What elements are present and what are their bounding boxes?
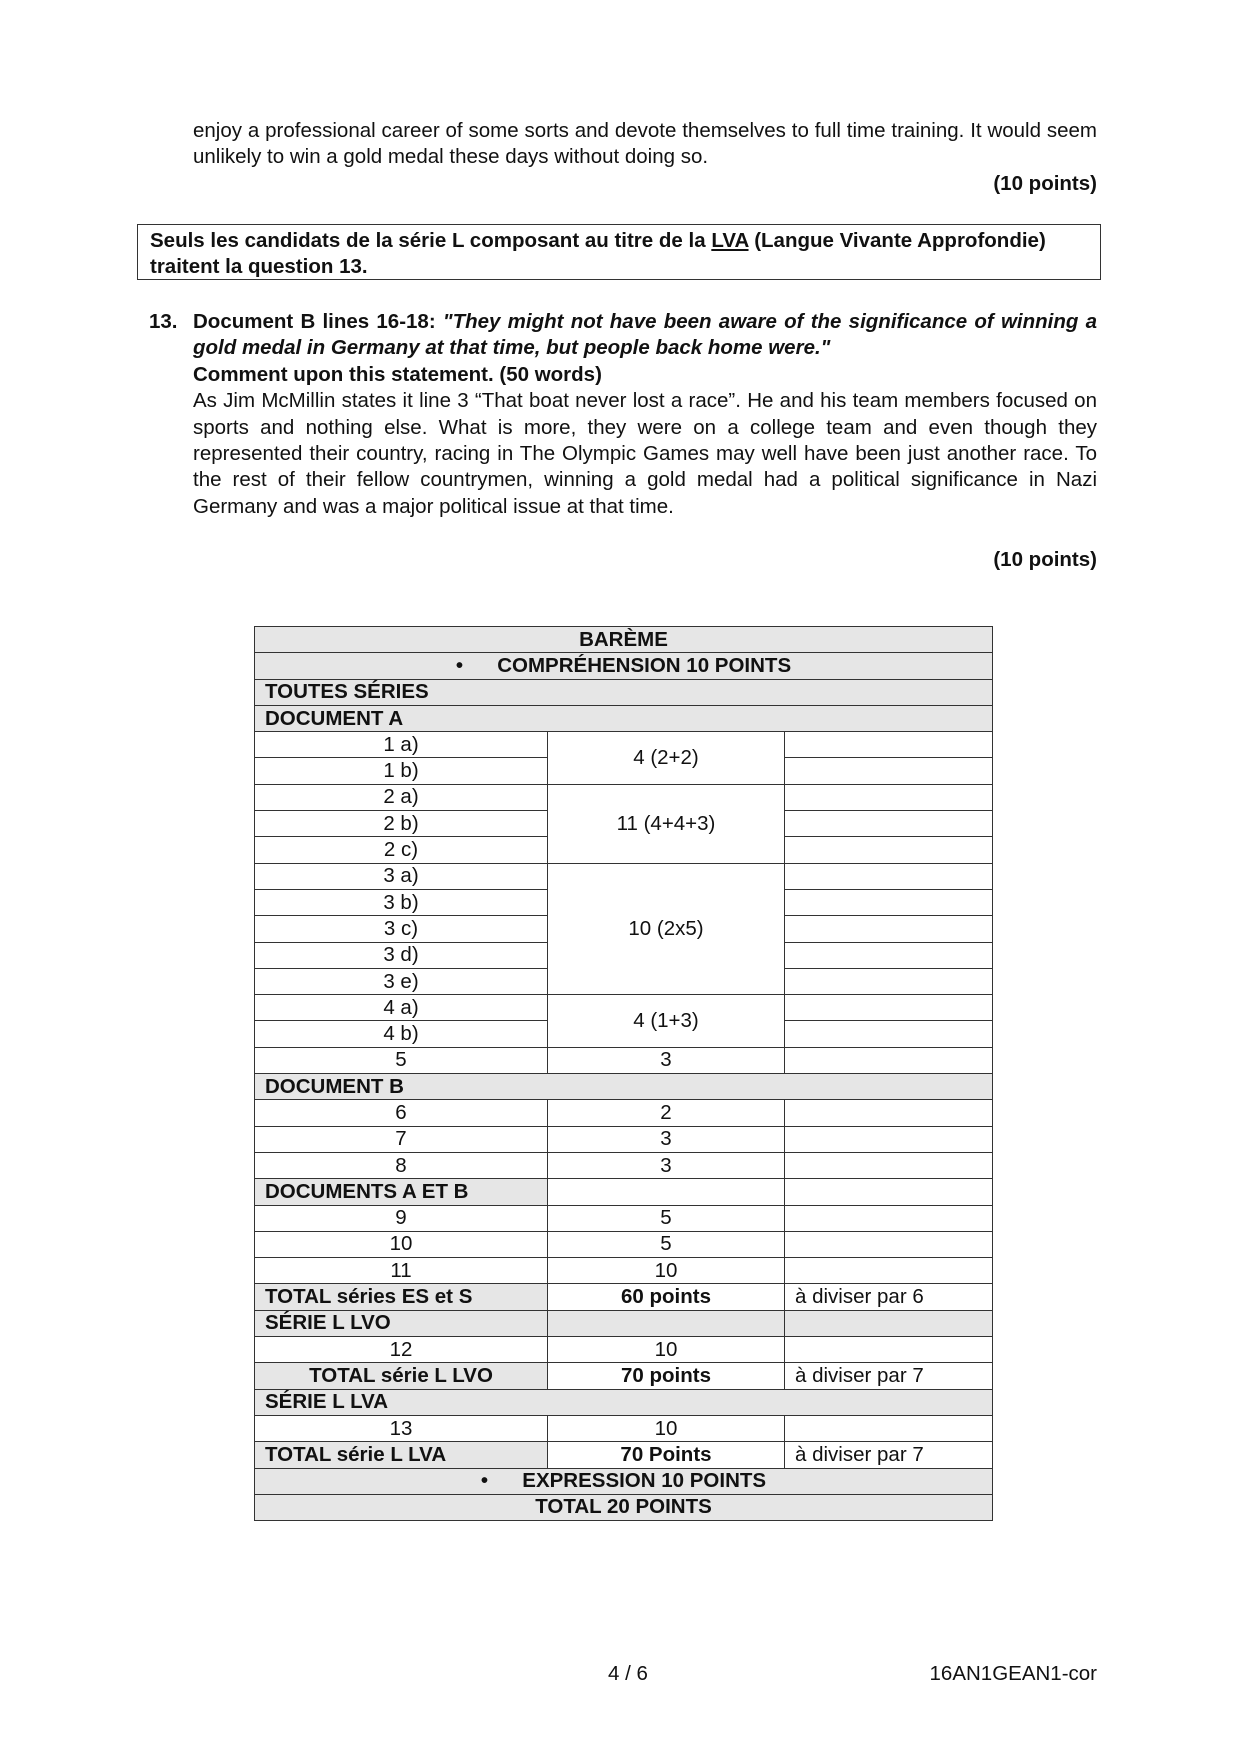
grade-cell: 10 [548,1337,785,1363]
empty-cell [785,889,993,915]
empty-cell [785,1047,993,1073]
grade-cell: 4 (2+2) [548,732,785,785]
grade-cell: 2 [548,1100,785,1126]
empty-cell [785,758,993,784]
question-cell: 2 c) [255,837,548,863]
empty-cell [785,784,993,810]
notice-text-2: (Langue Vivante Approfondie) traitent la question 13. [150,229,1046,279]
empty-cell [785,1258,993,1284]
question-cell: 4 a) [255,995,548,1021]
empty-cell [548,1179,785,1205]
question-cell: 6 [255,1100,548,1126]
empty-cell [785,837,993,863]
grade-cell: 5 [548,1231,785,1257]
empty-cell [785,1100,993,1126]
empty-cell [785,732,993,758]
question-cell: 11 [255,1258,548,1284]
grade-cell: 10 (2x5) [548,863,785,994]
total-divisor: à diviser par 7 [785,1442,993,1468]
question-cell: 3 a) [255,863,548,889]
total-label: TOTAL séries ES et S [255,1284,548,1310]
expression-header: • EXPRESSION 10 POINTS [255,1468,993,1494]
grade-cell: 3 [548,1152,785,1178]
grade-cell: 3 [548,1126,785,1152]
total-label: TOTAL série L LVA [255,1442,548,1468]
bareme-table [254,626,993,1521]
section-header: DOCUMENTS A ET B [255,1179,548,1205]
question-cell: 7 [255,1126,548,1152]
question-cell: 3 e) [255,968,548,994]
question-cell: 12 [255,1337,548,1363]
question-13-heading: Document B lines 16-18: [193,310,443,333]
grade-cell: 3 [548,1047,785,1073]
question-cell: 2 b) [255,811,548,837]
section-header: SÉRIE L LVA [255,1389,993,1415]
total-points: 70 points [548,1363,785,1389]
question-cell: 3 b) [255,889,548,915]
empty-cell [785,1152,993,1178]
empty-cell [785,1021,993,1047]
page-number: 4 / 6 [608,1662,648,1685]
total-points: 60 points [548,1284,785,1310]
question-cell: 8 [255,1152,548,1178]
empty-cell [785,968,993,994]
question-cell: 2 a) [255,784,548,810]
section-header: DOCUMENT B [255,1074,993,1100]
question-cell: 3 c) [255,916,548,942]
points-label: (10 points) [993,548,1097,571]
empty-cell [785,1415,993,1441]
grade-cell: 10 [548,1415,785,1441]
empty-cell [785,1205,993,1231]
question-cell: 1 a) [255,732,548,758]
empty-cell [785,995,993,1021]
empty-cell [785,863,993,889]
question-13-answer: As Jim McMillin states it line 3 “That boat never lost a race”. He and his team members focused on sports and nothing else. What is more, they were on a college team and even though they represented their country, racing in The Olympic Games may well have been just another race. To the rest of their fellow countrymen, winning a gold medal had a political significance in Nazi Germany and was a major political issue at that time. [193,389,1097,518]
grade-cell: 11 (4+4+3) [548,784,785,863]
question-13 [193,309,1097,520]
document-code: 16AN1GEAN1-cor [929,1662,1097,1685]
empty-cell [785,1337,993,1363]
empty-cell [785,916,993,942]
question-13-instruction: Comment upon this statement. (50 words) [193,362,602,386]
empty-cell [785,811,993,837]
points-label: (10 points) [993,172,1097,195]
section-header: SÉRIE L LVO [255,1310,548,1336]
grand-total: TOTAL 20 POINTS [255,1494,993,1520]
empty-cell [785,1231,993,1257]
empty-cell [785,1126,993,1152]
question-cell: 9 [255,1205,548,1231]
notice-lva: LVA [711,229,749,252]
grade-cell: 10 [548,1258,785,1284]
empty-cell [785,942,993,968]
grade-cell: 4 (1+3) [548,995,785,1048]
question-13-quote: "They might not have been aware of the significance of winning a gold medal in Germany at that time, but people back home were." [193,310,1097,360]
total-points: 70 Points [548,1442,785,1468]
lva-notice-box [137,224,1101,280]
question-cell: 3 d) [255,942,548,968]
section-header: DOCUMENT A [255,705,993,731]
notice-text: Seuls les candidats de la série L composant au titre de la [150,229,712,252]
question-cell: 4 b) [255,1021,548,1047]
total-label: TOTAL série L LVO [255,1363,548,1389]
grade-cell: 5 [548,1205,785,1231]
question-cell: 1 b) [255,758,548,784]
question-13-number: 13. [149,310,178,333]
section-header: TOUTES SÉRIES [255,679,993,705]
empty-cell [785,1179,993,1205]
empty-cell [548,1310,785,1336]
total-divisor: à diviser par 6 [785,1284,993,1310]
table-title: BARÈME [255,627,993,653]
answer-12-continuation: enjoy a professional career of some sorts and devote themselves to full time training. It would seem unlikely to win a gold medal these days without doing so. [193,119,1097,169]
total-divisor: à diviser par 7 [785,1363,993,1389]
question-cell: 10 [255,1231,548,1257]
question-cell: 5 [255,1047,548,1073]
empty-cell [785,1310,993,1336]
comprehension-header: • COMPRÉHENSION 10 POINTS [255,653,993,679]
question-cell: 13 [255,1415,548,1441]
